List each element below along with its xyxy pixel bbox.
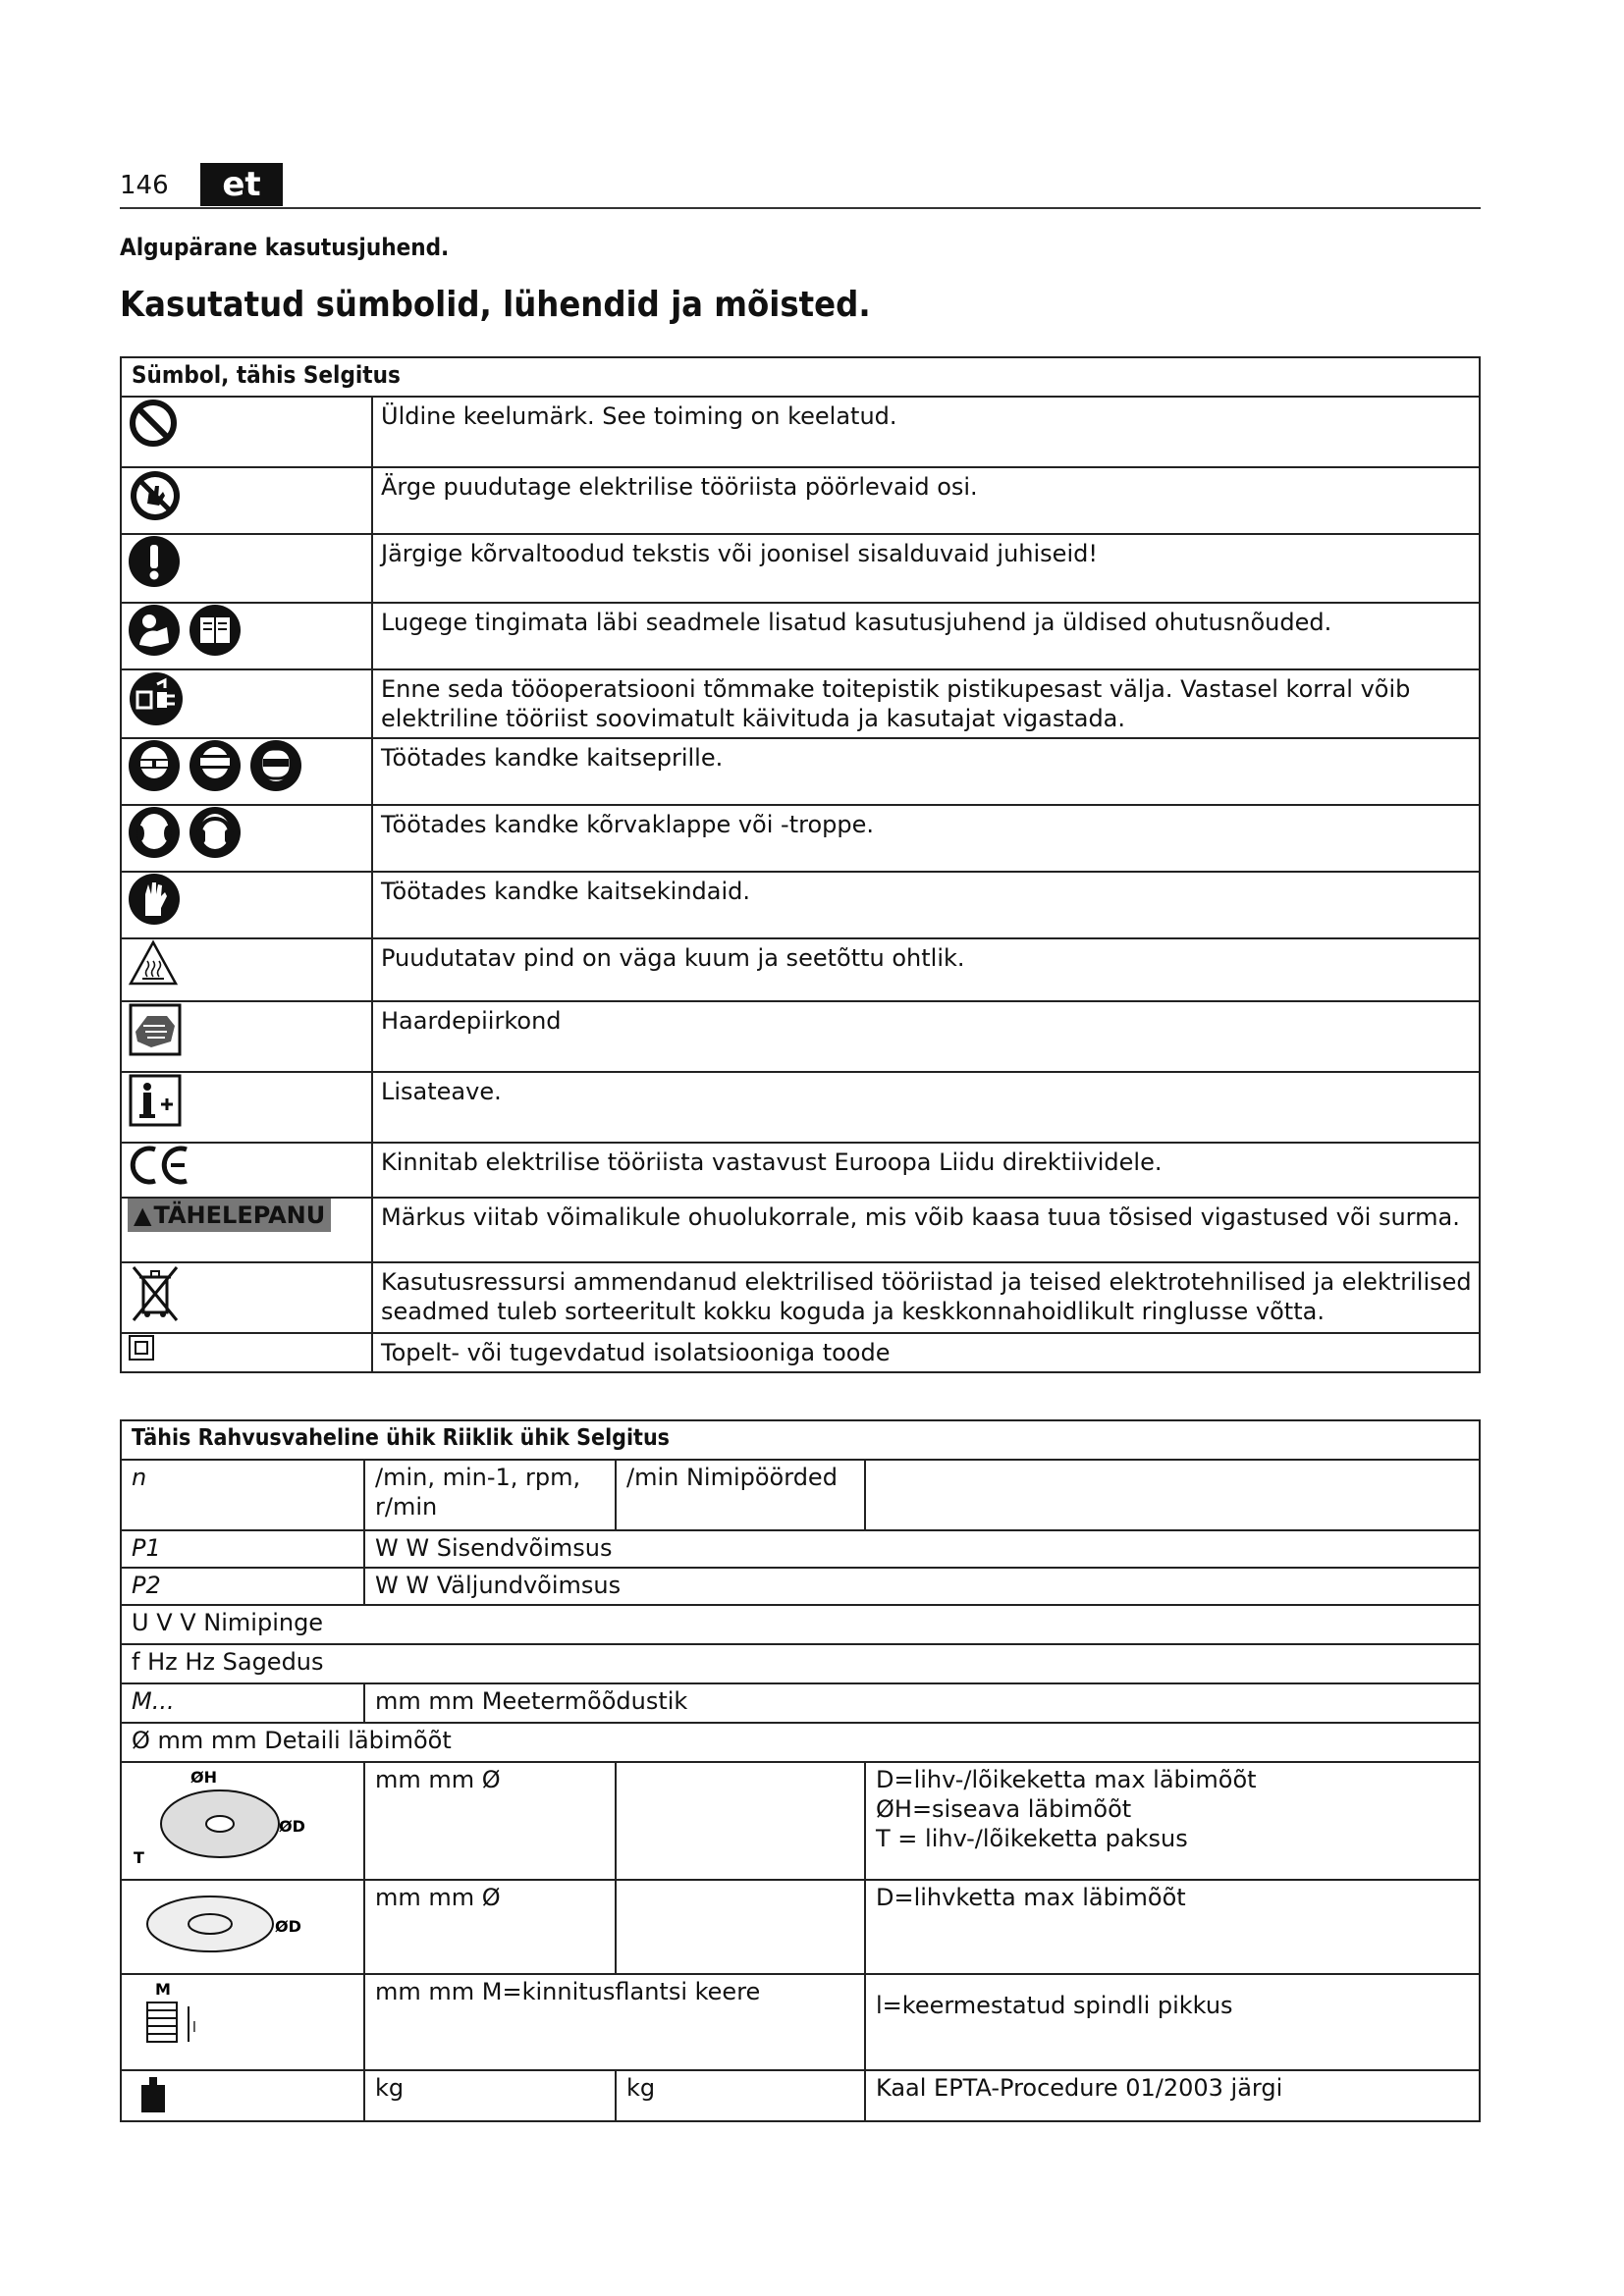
read-manual-icon bbox=[128, 604, 371, 657]
table-cell bbox=[121, 1880, 364, 1974]
table-cell: l=keermestatud spindli pikkus bbox=[865, 1974, 1480, 2070]
table-cell: mm mm Ø bbox=[364, 1762, 616, 1880]
table-row-text: Kasutusressursi ammendanud elektrilised tööriistad ja teised elektrotehnilised ja elektrilised seadmed tuleb sorteeritult kokku koguda ja keskkonnahoidlikult ringlusse võtta. bbox=[372, 1262, 1480, 1333]
table-cell: W W Sisendvõimsus bbox=[364, 1530, 1480, 1568]
table-row-text: Puudutatav pind on väga kuum ja seetõttu ohtlik. bbox=[372, 938, 1480, 1001]
table-cell: Ø mm mm Detaili läbimõõt bbox=[121, 1723, 1480, 1762]
exclamation-icon bbox=[128, 535, 371, 588]
svg-text:M: M bbox=[155, 1980, 171, 1999]
expl-line: D=lihv-/lõikeketta max läbimõõt bbox=[876, 1766, 1257, 1793]
table-cell bbox=[616, 1880, 865, 1974]
eye-protection-icon bbox=[128, 739, 371, 792]
table-cell bbox=[865, 1762, 1480, 1880]
table-cell: mm mm Meetermõõdustik bbox=[364, 1683, 1480, 1723]
svg-text:T: T bbox=[134, 1848, 144, 1867]
table-row-text: Üldine keelumärk. See toiming on keelatud. bbox=[372, 397, 1480, 467]
table-row-text: Kinnitab elektrilise tööriista vastavust Euroopa Liidu direktiividele. bbox=[372, 1143, 1480, 1198]
table-cell bbox=[865, 1460, 1480, 1530]
hot-surface-icon bbox=[128, 939, 371, 987]
table-row-text: Järgige kõrvaltoodud tekstis või joonisel sisalduvaid juhiseid! bbox=[372, 534, 1480, 603]
table-row-text: Töötades kandke kaitsekindaid. bbox=[372, 872, 1480, 938]
table-cell: kg bbox=[616, 2070, 865, 2121]
table-row-text: Töötades kandke kõrvaklappe või -troppe. bbox=[372, 805, 1480, 872]
unplug-icon bbox=[128, 670, 371, 727]
table-cell: /min, min-1, rpm, r/min bbox=[364, 1460, 616, 1530]
table-row-symbol bbox=[121, 397, 372, 467]
svg-text:ØD: ØD bbox=[279, 1817, 305, 1836]
expl-line: T = lihv-/lõikeketta paksus bbox=[876, 1825, 1188, 1852]
do-not-touch-icon bbox=[128, 468, 371, 523]
table-cell: mm mm M=kinnitusflantsi keere bbox=[364, 1974, 865, 2070]
table-cell: P2 bbox=[121, 1568, 364, 1605]
grinding-disc-diagram-icon bbox=[132, 1765, 363, 1873]
weee-bin-icon bbox=[128, 1263, 371, 1322]
units-table bbox=[120, 1419, 1481, 2122]
double-insulation-icon bbox=[128, 1334, 371, 1362]
table-row-text: Haardepiirkond bbox=[372, 1001, 1480, 1072]
symbols-table-header: Sümbol, tähis Selgitus bbox=[121, 357, 1480, 397]
table-cell: n bbox=[121, 1460, 364, 1530]
info-icon bbox=[128, 1073, 371, 1128]
svg-text:ØD: ØD bbox=[275, 1917, 301, 1936]
page-number: 146 bbox=[120, 171, 169, 200]
table-row-text: Lugege tingimata läbi seadmele lisatud kasutusjuhend ja üldised ohutusnõuded. bbox=[372, 603, 1480, 669]
table-cell: f Hz Hz Sagedus bbox=[121, 1644, 1480, 1683]
weight-icon bbox=[132, 2073, 363, 2116]
header-rule bbox=[120, 207, 1481, 209]
table-row-text: Lisateave. bbox=[372, 1072, 1480, 1143]
svg-text:l: l bbox=[192, 2020, 196, 2036]
table-cell bbox=[121, 1974, 364, 2070]
grip-area-icon bbox=[128, 1002, 371, 1057]
table-row-text: Ärge puudutage elektrilise tööriista pöörlevaid osi. bbox=[372, 467, 1480, 534]
table-cell: Kaal EPTA-Procedure 01/2003 järgi bbox=[865, 2070, 1480, 2121]
table-row-text: Märkus viitab võimalikule ohuolukorrale, mis võib kaasa tuua tõsised vigastused või surma. bbox=[372, 1198, 1480, 1262]
table-cell: U V V Nimipinge bbox=[121, 1605, 1480, 1644]
document-subtitle: Algupärane kasutusjuhend. bbox=[120, 234, 450, 261]
ear-protection-icon bbox=[128, 806, 371, 859]
table-cell bbox=[616, 1762, 865, 1880]
table-row-text: Topelt- või tugevdatud isolatsiooniga toode bbox=[372, 1333, 1480, 1372]
prohibition-icon bbox=[128, 398, 371, 449]
table-cell: mm mm Ø bbox=[364, 1880, 616, 1974]
expl-line: ØH=siseava läbimõõt bbox=[876, 1795, 1132, 1823]
warning-label-icon: ▲ TÄHELEPANU bbox=[128, 1199, 371, 1232]
gloves-icon bbox=[128, 873, 371, 926]
table-row-text: Enne seda tööoperatsiooni tõmmake toitepistik pistikupesast välja. Vastasel korral võib elektriline tööriist soovimatult käivituda ja kasutajat vigastada. bbox=[372, 669, 1480, 738]
units-table-header: Tähis Rahvusvaheline ühik Riiklik ühik Selgitus bbox=[121, 1420, 1480, 1460]
warning-triangle-icon: ▲ bbox=[134, 1201, 152, 1229]
table-cell: M... bbox=[121, 1683, 364, 1723]
sanding-disc-diagram-icon bbox=[132, 1883, 363, 1961]
symbols-table bbox=[120, 356, 1481, 1373]
table-cell: D=lihvketta max läbimõõt bbox=[865, 1880, 1480, 1974]
svg-text:ØH: ØH bbox=[190, 1768, 217, 1787]
language-tag: et bbox=[200, 163, 283, 206]
table-cell bbox=[121, 1762, 364, 1880]
table-cell bbox=[121, 2070, 364, 2121]
table-cell: kg bbox=[364, 2070, 616, 2121]
page-title: Kasutatud sümbolid, lühendid ja mõisted. bbox=[120, 285, 871, 325]
table-row-text: Töötades kandke kaitseprille. bbox=[372, 738, 1480, 805]
ce-mark-icon bbox=[128, 1144, 371, 1187]
spindle-thread-diagram-icon bbox=[132, 1977, 363, 2065]
table-cell: /min Nimipöörded bbox=[616, 1460, 865, 1530]
table-cell: P1 bbox=[121, 1530, 364, 1568]
table-cell: W W Väljundvõimsus bbox=[364, 1568, 1480, 1605]
